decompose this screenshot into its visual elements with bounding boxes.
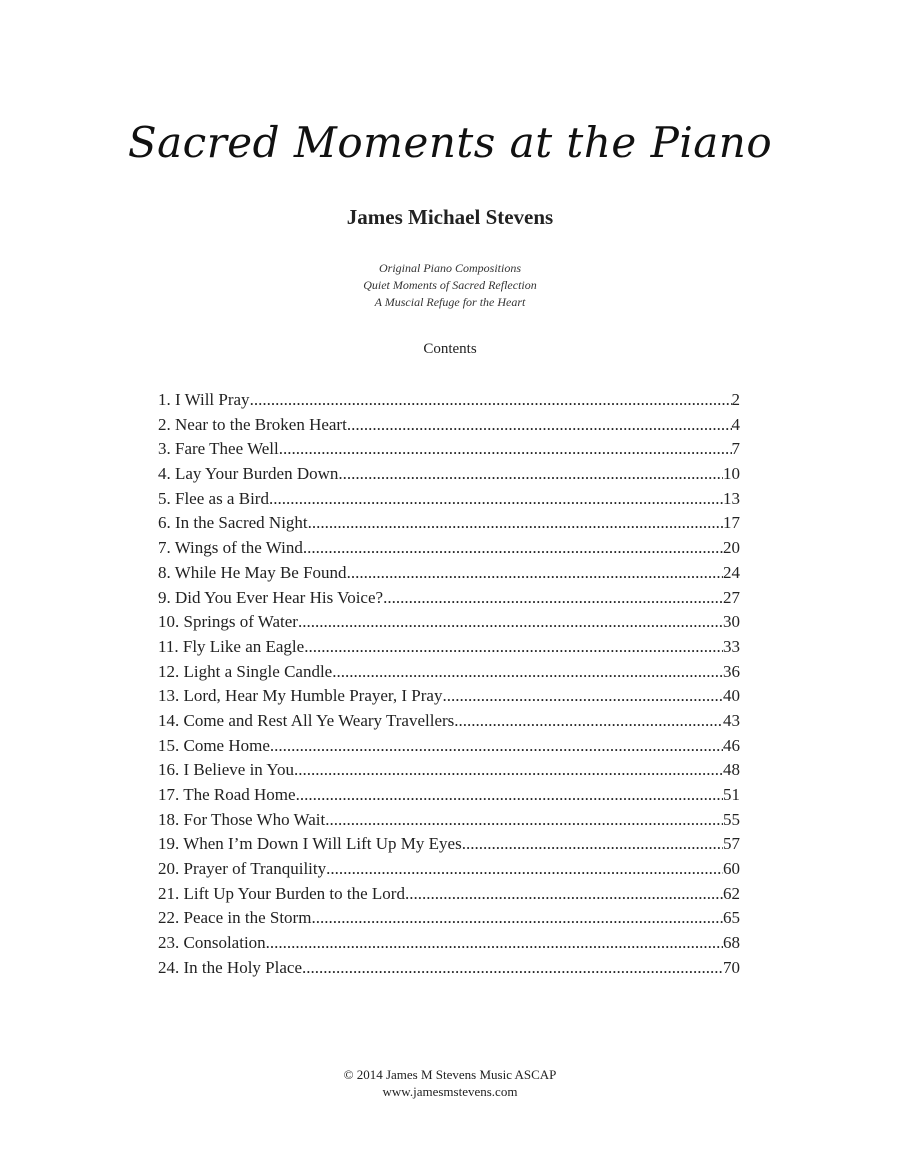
toc-entry-title: 10. Springs of Water [158,612,298,632]
toc-entry-title: 24. In the Holy Place [158,957,302,977]
toc-entry-title: 11. Fly Like an Eagle [158,636,305,656]
toc-entry-title: 7. Wings of the Wind [158,538,303,558]
toc-entry-page: 20 [723,538,740,558]
toc-entry [158,958,740,983]
toc-entry-page: 55 [723,809,740,829]
toc-entry [158,439,740,464]
subtitle-line: Quiet Moments of Sacred Reflection [363,278,537,292]
toc-entry-title: 8. While He May Be Found [158,562,347,582]
toc-entry-title: 4. Lay Your Burden Down [158,464,339,484]
toc-entry [158,637,740,662]
toc-entry-page: 46 [723,735,740,755]
toc-leader-dots [347,563,723,583]
toc-entry [158,736,740,761]
toc-entry [158,513,740,538]
toc-entry [158,563,740,588]
table-of-contents [158,390,740,983]
copyright-notice: © 2014 James M Stevens Music ASCAP [343,1067,557,1082]
toc-entry-title: 14. Come and Rest All Ye Weary Travellers [158,710,455,730]
toc-entry [158,415,740,440]
toc-entry-page: 57 [723,834,740,854]
toc-entry-title: 16. I Believe in You [158,760,294,780]
toc-leader-dots [308,513,723,533]
toc-entry [158,390,740,415]
toc-leader-dots [296,785,723,805]
toc-entry-page: 13 [723,488,740,508]
toc-entry [158,810,740,835]
toc-entry [158,785,740,810]
toc-entry-page: 10 [723,464,740,484]
toc-entry [158,588,740,613]
toc-leader-dots [454,711,723,731]
toc-leader-dots [325,810,723,830]
subtitle-block [0,260,900,311]
toc-entry-title: 22. Peace in the Storm [158,908,312,928]
toc-leader-dots [338,464,723,484]
toc-entry-title: 2. Near to the Broken Heart [158,414,347,434]
toc-entry [158,908,740,933]
toc-entry [158,859,740,884]
toc-entry-page: 30 [723,612,740,632]
toc-entry-page: 60 [723,859,740,879]
toc-leader-dots [250,390,732,410]
toc-entry-page: 33 [723,636,740,656]
toc-entry-page: 62 [723,883,740,903]
toc-entry-title: 13. Lord, Hear My Humble Prayer, I Pray [158,686,443,706]
footer [0,1066,900,1100]
toc-leader-dots [462,834,723,854]
toc-entry-page: 24 [723,562,740,582]
toc-leader-dots [302,958,723,978]
toc-entry-page: 48 [723,760,740,780]
contents-heading: Contents [423,341,477,357]
toc-entry-page: 68 [723,933,740,953]
toc-leader-dots [326,859,723,879]
toc-leader-dots [294,760,723,780]
toc-leader-dots [405,884,723,904]
toc-entry-page: 70 [723,957,740,977]
toc-entry-title: 5. Flee as a Bird [158,488,269,508]
toc-leader-dots [269,489,723,509]
toc-leader-dots [266,933,723,953]
toc-leader-dots [270,736,723,756]
toc-entry [158,686,740,711]
page-title: Sacred Moments at the Piano [127,118,773,167]
author-name: James Michael Stevens [346,205,554,229]
toc-entry-page: 4 [731,414,740,434]
toc-entry-page: 17 [723,513,740,533]
toc-entry-title: 19. When I’m Down I Will Lift Up My Eyes [158,834,462,854]
toc-entry-title: 18. For Those Who Wait [158,809,326,829]
toc-entry-page: 40 [723,686,740,706]
toc-leader-dots [347,415,732,435]
toc-leader-dots [442,686,723,706]
toc-entry [158,933,740,958]
toc-entry-page: 65 [723,908,740,928]
toc-entry-title: 23. Consolation [158,933,266,953]
subtitle-line: A Muscial Refuge for the Heart [374,295,526,309]
toc-entry [158,464,740,489]
toc-entry-title: 6. In the Sacred Night [158,513,308,533]
toc-entry [158,612,740,637]
toc-entry [158,834,740,859]
toc-leader-dots [298,612,723,632]
toc-entry-title: 15. Come Home [158,735,270,755]
toc-entry-title: 20. Prayer of Tranquility [158,859,327,879]
toc-leader-dots [311,908,723,928]
toc-leader-dots [303,538,723,558]
toc-entry-page: 51 [723,785,740,804]
toc-leader-dots [304,637,723,657]
toc-entry-title: 17. The Road Home [158,785,296,804]
toc-entry-title: 3. Fare Thee Well [158,439,279,459]
toc-entry-title: 21. Lift Up Your Burden to the Lord [158,883,405,903]
toc-entry [158,884,740,909]
website-link[interactable]: www.jamesmstevens.com [382,1084,518,1099]
toc-entry-page: 2 [731,390,740,409]
toc-entry-page: 36 [723,661,740,681]
toc-entry-title: 9. Did You Ever Hear His Voice? [158,587,384,607]
toc-entry [158,711,740,736]
toc-entry-page: 7 [731,439,740,459]
toc-leader-dots [332,662,723,682]
toc-entry-title: 1. I Will Pray [158,390,250,409]
toc-entry-title: 12. Light a Single Candle [158,661,333,681]
toc-entry-page: 27 [723,587,740,607]
toc-entry [158,662,740,687]
toc-entry-page: 43 [723,710,740,730]
toc-leader-dots [383,588,723,608]
toc-entry [158,760,740,785]
toc-leader-dots [279,439,732,459]
toc-entry [158,538,740,563]
subtitle-line: Original Piano Compositions [378,261,521,275]
toc-entry [158,489,740,514]
